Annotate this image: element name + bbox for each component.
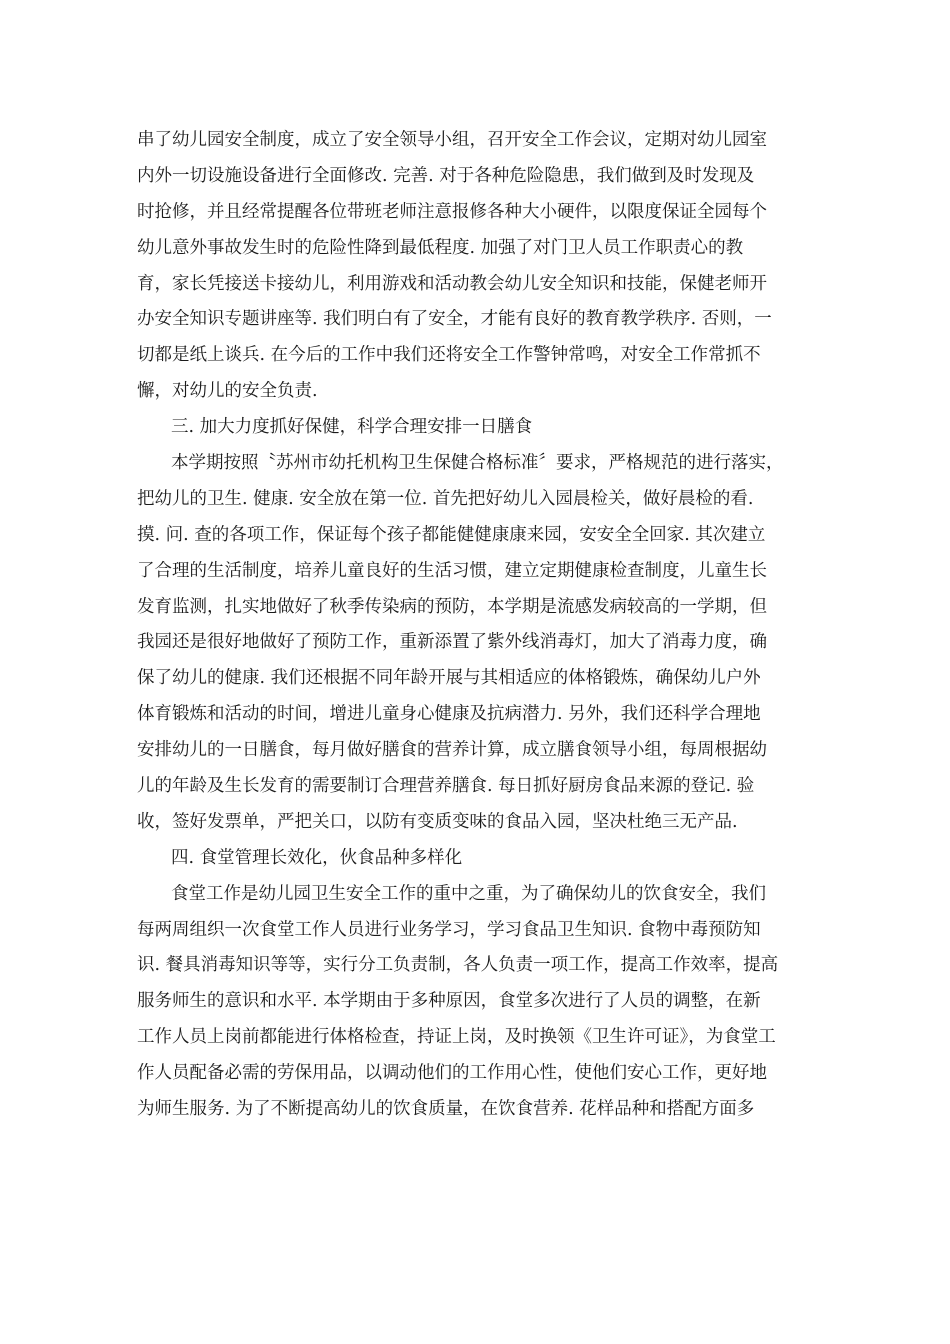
text-line: 为师生服务. 为了不断提高幼儿的饮食质量，在饮食营养. 花样品种和搭配方面多 — [137, 1099, 755, 1120]
text-line: 每两周组织一次食堂工作人员进行业务学习，学习食品卫生知识. 食物中毒预防知 — [137, 919, 761, 940]
section-heading-3: 三. 加大力度抓好保健，科学合理安排一日膳食 — [171, 417, 533, 438]
text-line: 我园还是很好地做好了预防工作，重新添置了紫外线消毒灯，加大了消毒力度，确 — [137, 632, 767, 653]
text-line: 发育监测，扎实地做好了秋季传染病的预防，本学期是流感发病较高的一学期，但 — [137, 596, 767, 617]
text-line: 儿的年龄及生长发育的需要制订合理营养膳食. 每日抓好厨房食品来源的登记. 验 — [137, 776, 755, 797]
section-heading-4: 四. 食堂管理长效化，伙食品种多样化 — [171, 847, 463, 868]
text-line: 时抢修，并且经常提醒各位带班老师注意报修各种大小硬件，以限度保证全园每个 — [137, 201, 767, 222]
text-line: 把幼儿的卫生. 健康. 安全放在第一位. 首先把好幼儿入园晨检关，做好晨检的看. — [137, 488, 754, 509]
text-line: 懈，对幼儿的安全负责. — [137, 381, 318, 402]
text-line: 办安全知识专题讲座等. 我们明白有了安全，才能有良好的教育教学秩序. 否则，一 — [137, 309, 772, 330]
text-line: 体育锻炼和活动的时间，增进儿童身心健康及抗病潜力. 另外，我们还科学合理地 — [137, 704, 761, 725]
text-line: 了合理的生活制度，培养儿童良好的生活习惯，建立定期健康检查制度，儿童生长 — [137, 560, 767, 581]
text-line: 育，家长凭接送卡接幼儿，利用游戏和活动教会幼儿安全知识和技能，保健老师开 — [137, 273, 767, 294]
text-line: 工作人员上岗前都能进行体格检查，持证上岗，及时换领《卫生许可证》，为食堂工 — [137, 1027, 776, 1048]
paragraph-start: 食堂工作是幼儿园卫生安全工作的重中之重，为了确保幼儿的饮食安全，我们 — [171, 883, 766, 904]
text-line: 作人员配备必需的劳保用品，以调动他们的工作用心性，使他们安心工作，更好地 — [137, 1063, 767, 1084]
text-line: 安排幼儿的一日膳食，每月做好膳食的营养计算，成立膳食领导小组，每周根据幼 — [137, 740, 767, 761]
text-line: 内外一切设施设备进行全面修改. 完善. 对于各种危险隐患，我们做到及时发现及 — [137, 165, 755, 186]
text-line: 摸. 问. 查的各项工作，保证每个孩子都能健健康康来园，安安全全回家. 其次建立 — [137, 524, 766, 545]
text-line: 切都是纸上谈兵. 在今后的工作中我们还将安全工作警钟常鸣，对安全工作常抓不 — [137, 345, 761, 366]
paragraph-start: 本学期按照〝苏州市幼托机构卫生保健合格标准〞要求，严格规范的进行落实， — [171, 453, 784, 474]
text-line: 收，签好发票单，严把关口，以防有变质变味的食品入园，坚决杜绝三无产品. — [137, 811, 738, 832]
text-line: 幼儿意外事故发生时的危险性降到最低程度. 加强了对门卫人员工作职责心的教 — [137, 237, 744, 258]
text-line: 串了幼儿园安全制度，成立了安全领导小组，召开安全工作会议，定期对幼儿园室 — [137, 130, 767, 150]
text-line: 保了幼儿的健康. 我们还根据不同年龄开展与其相适应的体格锻炼，确保幼儿户外 — [137, 668, 761, 689]
text-line: 服务师生的意识和水平. 本学期由于多种原因，食堂多次进行了人员的调整，在新 — [137, 991, 761, 1012]
document-body — [137, 123, 817, 1128]
text-line: 识. 餐具消毒知识等等，实行分工负责制，各人负责一项工作，提高工作效率，提高 — [137, 955, 779, 976]
